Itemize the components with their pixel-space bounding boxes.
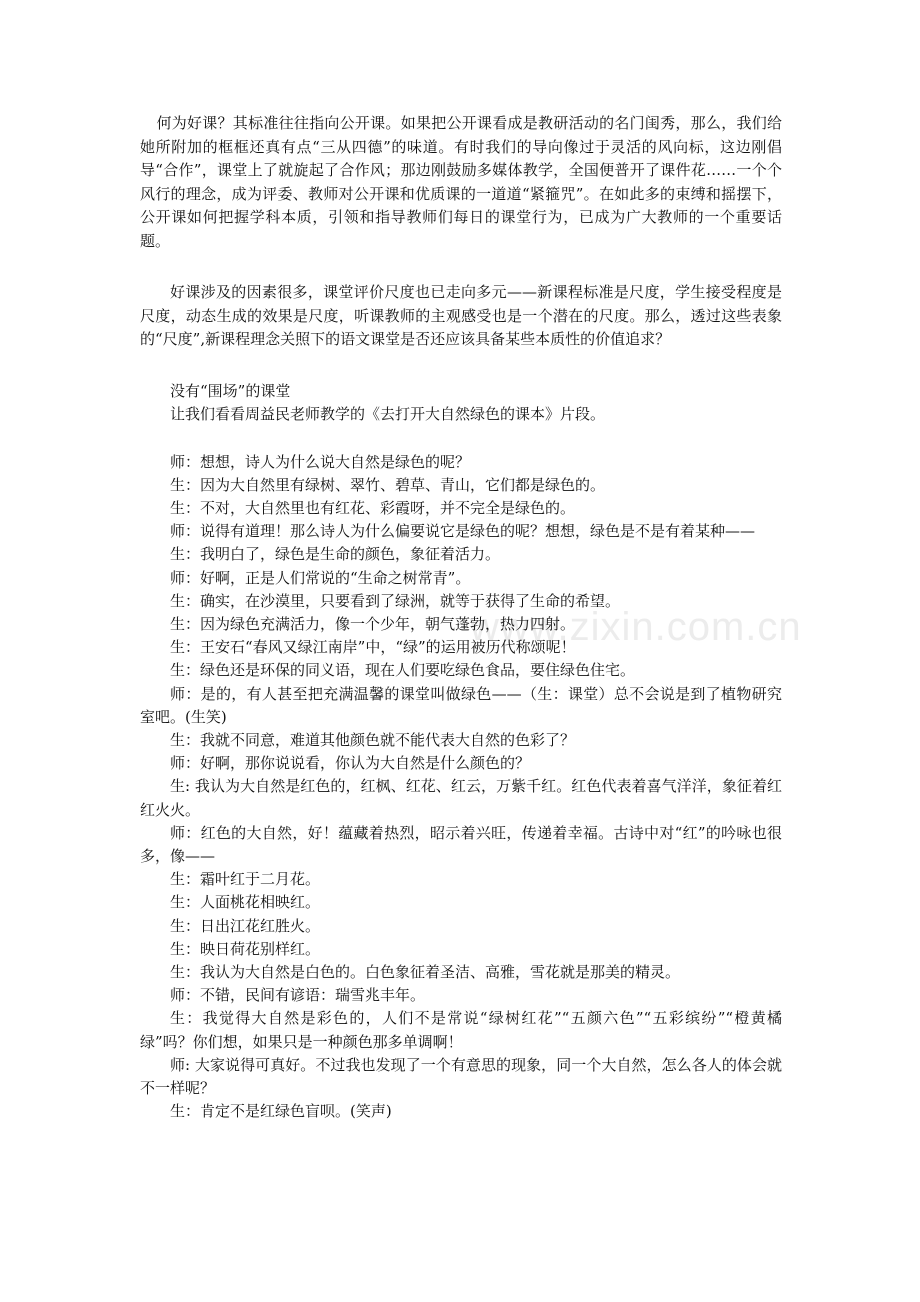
dialogue-line: 生：绿色还是环保的同义语，现在人们要吃绿色食品，要住绿色住宅。	[170, 661, 636, 680]
intro-paragraph-2: 好课涉及的因素很多，课堂评价尺度也已走向多元——新课程标准是尺度，学生接受程度是尺度，动态生成的效果是尺度，听课教师的主观感受也是一个潜在的尺度。那么，透过这些表象的“尺度”,新课程理念关照下的语文课堂是否还应该具备某些本质性的价值追求？	[140, 283, 782, 348]
dialogue-line: 生：日出江花红胜火。	[170, 916, 321, 935]
dialogue-line: 生：因为大自然里有绿树、翠竹、碧草、青山，它们都是绿色的。	[170, 475, 606, 494]
dialogue-line: 生：我认为大自然是白色的。白色象征着圣洁、高雅，雪花就是那美的精灵。	[170, 962, 681, 981]
dialogue-line: 师：想想，诗人为什么说大自然是绿色的呢？	[170, 452, 471, 471]
dialogue-line: 生：我觉得大自然是彩色的，人们不是常说“绿树红花”“五颜六色”“五彩缤纷”“橙黄橘绿”吗？你们想，如果只是一种颜色那多单调啊！	[140, 1009, 782, 1051]
dialogue-line: 生：不对，大自然里也有红花、彩霞呀，并不完全是绿色的。	[170, 498, 576, 517]
document-body	[140, 112, 782, 1123]
dialogue-line: 生：王安石“春风又绿江南岸”中，“绿”的运用被历代称颂呢！	[170, 638, 576, 657]
dialogue-line: 生：我明白了，绿色是生命的颜色，象征着活力。	[170, 545, 501, 564]
section-lead: 让我们看看周益民老师教学的《去打开大自然绿色的课本》片段。	[170, 405, 606, 423]
dialogue	[140, 451, 782, 1124]
intro-paragraph-1: 何为好课？其标准往往指向公开课。如果把公开课看成是教研活动的名门闺秀，那么，我们给她所附加的框框还真有点“三从四德”的味道。有时我们的导向像过于灵活的风向标，这边刚倡导“合作”，课堂上了就旋起了合作风；那边刚鼓励多媒体教学，全国便普开了课件花……一个个风行的理念，成为评委、教师对公开课和优质课的一道道“紧箍咒”。在如此多的束缚和摇摆下，公开课如何把握学科本质，引领和指导教师们每日的课堂行为，已成为广大教师的一个重要话题。	[140, 114, 782, 250]
section-heading: 没有“围场”的课堂	[170, 381, 291, 400]
dialogue-line: 生：确实，在沙漠里，只要看到了绿洲，就等于获得了生命的希望。	[170, 591, 621, 610]
dialogue-line: 生: 我认为大自然是红色的，红枫、红花、红云，万紫千红。红色代表着喜气洋洋，象征着红红火火。	[140, 777, 782, 819]
dialogue-line: 师：红色的大自然，好！蕴藏着热烈，昭示着兴旺，传递着幸福。古诗中对“红”的吟咏也很多，像——	[140, 823, 782, 865]
dialogue-line: 生：映日荷花别样红。	[170, 939, 321, 958]
dialogue-line: 师：不错，民间有谚语：瑞雪兆丰年。	[170, 986, 426, 1005]
dialogue-line: 师: 大家说得可真好。不过我也发现了一个有意思的现象，同一个大自然，怎么各人的体会就不一样呢？	[140, 1055, 782, 1097]
dialogue-line: 师：说得有道理！那么诗人为什么偏要说它是绿色的呢？想想，绿色是不是有着某种——	[170, 522, 756, 541]
watermark: www.zixin.com.cn	[470, 605, 802, 649]
dialogue-line: 生：人面桃花相映红。	[170, 893, 321, 912]
dialogue-line: 生：因为绿色充满活力，像一个少年，朝气蓬勃，热力四射。	[170, 614, 576, 633]
dialogue-line: 师：是的，有人甚至把充满温馨的课堂叫做绿色——（生：课堂）总不会说是到了植物研究室吧。(生笑)	[140, 684, 782, 726]
dialogue-line: 师：好啊，正是人们常说的“生命之树常青”。	[170, 568, 471, 587]
dialogue-line: 生：肯定不是红绿色盲呗。(笑声)	[170, 1102, 392, 1121]
dialogue-line: 生：我就不同意，难道其他颜色就不能代表大自然的色彩了？	[170, 730, 576, 749]
dialogue-line: 生：霜叶红于二月花。	[170, 870, 321, 889]
dialogue-line: 师：好啊，那你说说看，你认为大自然是什么颜色的？	[170, 754, 531, 773]
